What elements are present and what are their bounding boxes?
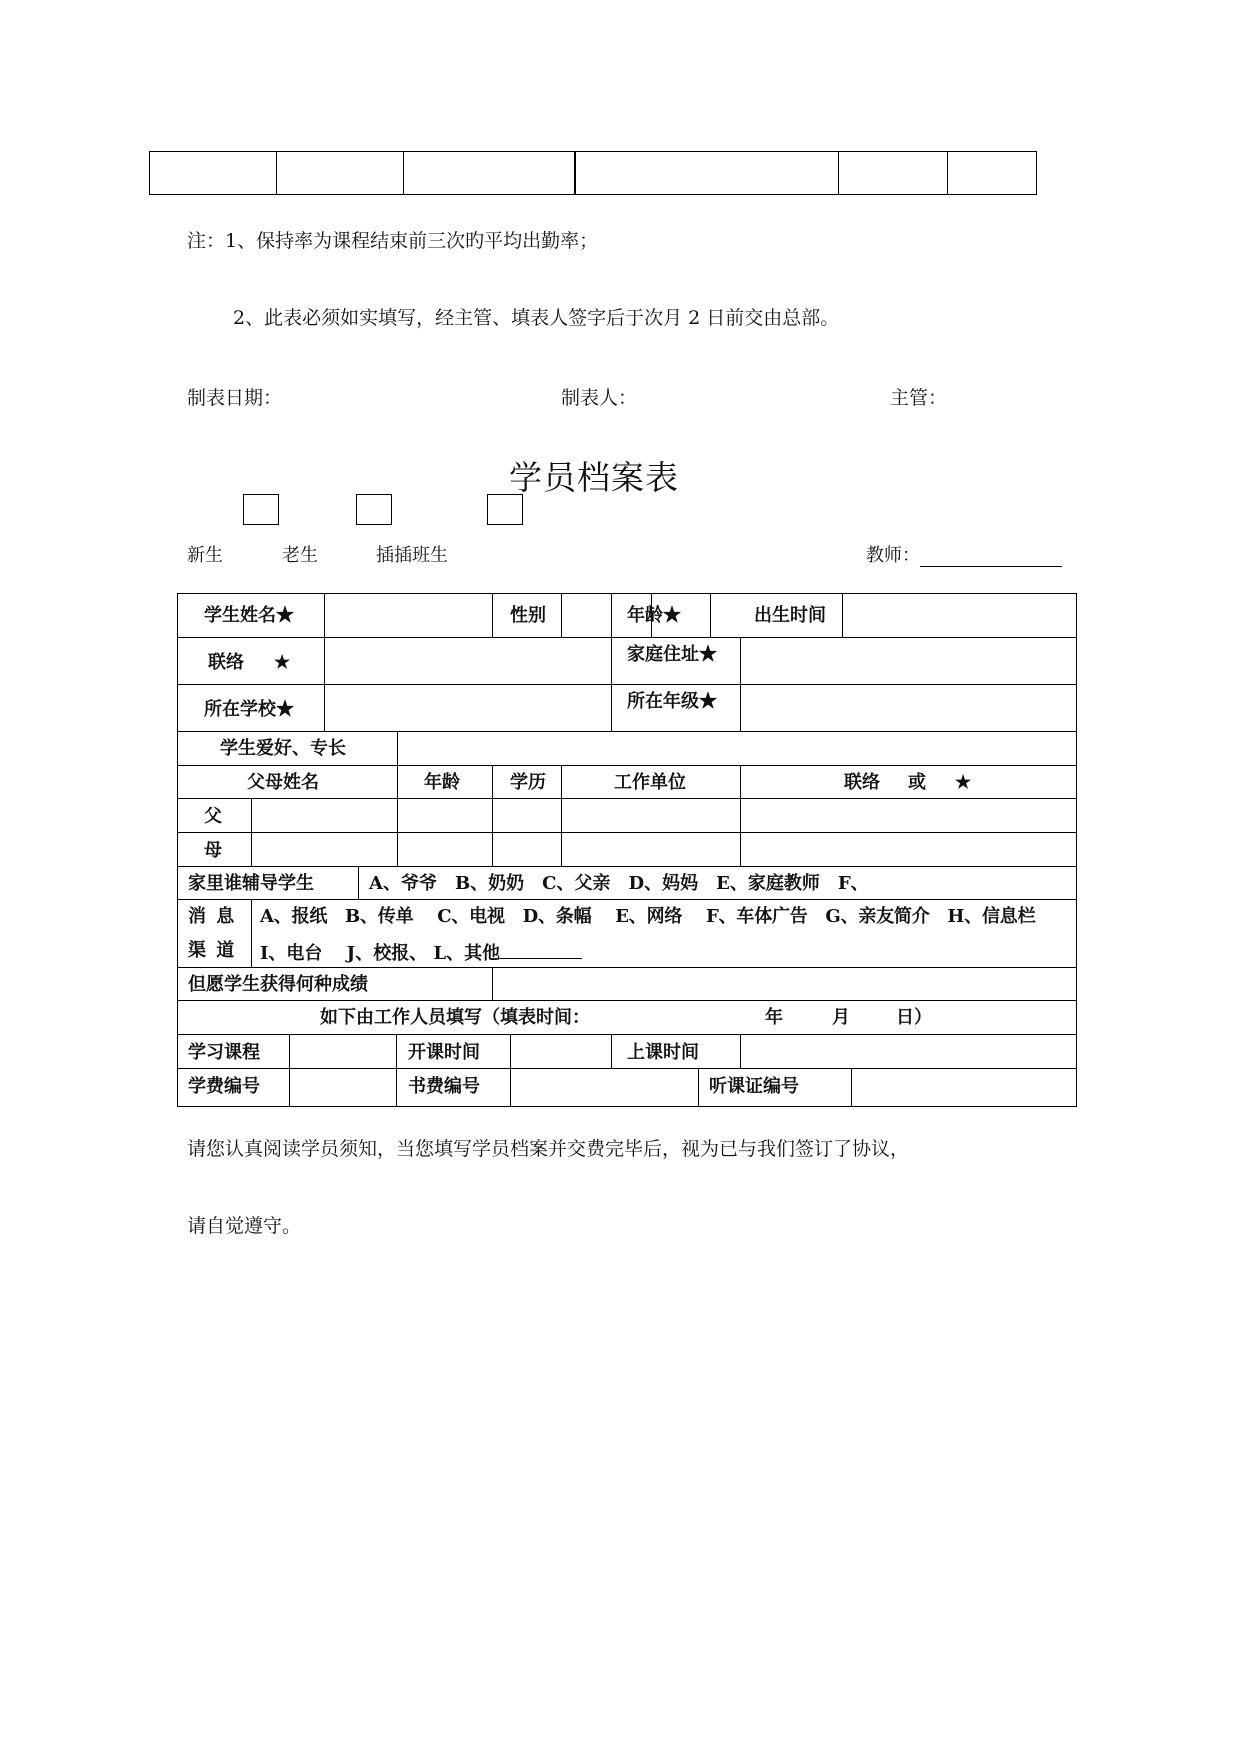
label-parent-name: 父母姓名: [247, 772, 319, 793]
label-hobbies: 学生爱好、专长: [220, 738, 346, 759]
tutor-options: A、爷爷 B、奶奶 C、父亲 D、妈妈 E、家庭教师 F、: [369, 873, 869, 894]
label-home-address: 家庭住址★: [627, 644, 717, 665]
table-cell: [150, 152, 277, 195]
table-cell: [277, 152, 404, 195]
label-info-source-2: 渠 道: [188, 940, 237, 961]
option-new-student: 新生: [187, 545, 223, 566]
label-mother: 母: [204, 840, 222, 861]
label-year: 年: [765, 1007, 783, 1028]
note-2: 2、此表必须如实填写，经主管、填表人签字后于次月 2 日前交由总部。: [233, 307, 840, 329]
table-cell: [575, 152, 839, 195]
label-school: 所在学校★: [204, 699, 294, 720]
teacher-input-line[interactable]: [920, 546, 1062, 567]
option-transfer-student: 插插班生: [376, 545, 448, 566]
label-father: 父: [204, 806, 222, 827]
old-student-checkbox[interactable]: [356, 494, 392, 525]
option-old-student: 老生: [282, 545, 318, 566]
teacher-label: 教师：: [866, 545, 920, 566]
new-student-checkbox[interactable]: [243, 494, 279, 525]
label-education: 学历: [510, 772, 546, 793]
table-cell: [839, 152, 948, 195]
table-cell: [948, 152, 1037, 195]
teacher-field: [866, 541, 1062, 567]
label-expected-grade: 但愿学生获得何种成绩: [188, 974, 368, 995]
label-course: 学习课程: [188, 1042, 260, 1063]
label-gender: 性别: [510, 605, 546, 626]
note-1: 注：1、保持率为课程结束前三次旳平均出勤率；: [187, 230, 599, 252]
other-source-input-line[interactable]: [500, 942, 582, 959]
student-profile-table: [177, 593, 1077, 1107]
label-contact: 联络: [208, 652, 244, 673]
label-certificate-number: 听课证编号: [709, 1076, 799, 1097]
previous-table-fragment: [149, 151, 1037, 195]
label-parent-age: 年龄: [424, 772, 460, 793]
supervisor-label: 主管：: [890, 387, 948, 409]
footer-line-1: 请您认真阅读学员须知，当您填写学员档案并交费完毕后，视为已与我们签订了协议，: [187, 1138, 910, 1160]
label-month: 月: [832, 1007, 850, 1028]
label-info-source-1: 消 息: [188, 906, 237, 927]
label-parent-contact: 联络: [844, 772, 880, 793]
label-workplace: 工作单位: [614, 772, 686, 793]
star-mark: ★: [274, 652, 291, 673]
date-label: 制表日期：: [187, 387, 283, 409]
label-start-time: 开课时间: [408, 1042, 480, 1063]
label-student-name: 学生姓名★: [204, 605, 294, 626]
maker-label: 制表人：: [561, 387, 638, 409]
info-source-options-2: [260, 942, 582, 963]
info-source-options-2-text: I、电台 J、校报、 L、其他: [260, 943, 501, 964]
label-staff-section: 如下由工作人员填写（填表时间：: [320, 1007, 590, 1028]
form-title: 学员档案表: [509, 458, 679, 497]
table-cell: [404, 152, 576, 195]
label-birth-date: 出生时间: [754, 605, 826, 626]
label-day: 日）: [896, 1007, 932, 1028]
label-class-time: 上课时间: [627, 1042, 699, 1063]
label-age: 年龄★: [627, 605, 681, 626]
transfer-student-checkbox[interactable]: [487, 494, 523, 525]
star-mark: ★: [955, 772, 972, 793]
label-grade: 所在年级★: [627, 691, 717, 712]
label-tuition-number: 学费编号: [188, 1076, 260, 1097]
info-source-options-1: A、报纸 B、传单 C、电视 D、条幅 E、网络 F、车体广告 G、亲友简介 H、信息栏: [260, 906, 1036, 927]
label-or: 或: [908, 772, 926, 793]
label-who-tutors: 家里谁辅导学生: [188, 873, 314, 894]
label-book-fee-number: 书费编号: [408, 1076, 480, 1097]
footer-line-2: 请自觉遵守。: [187, 1215, 302, 1237]
